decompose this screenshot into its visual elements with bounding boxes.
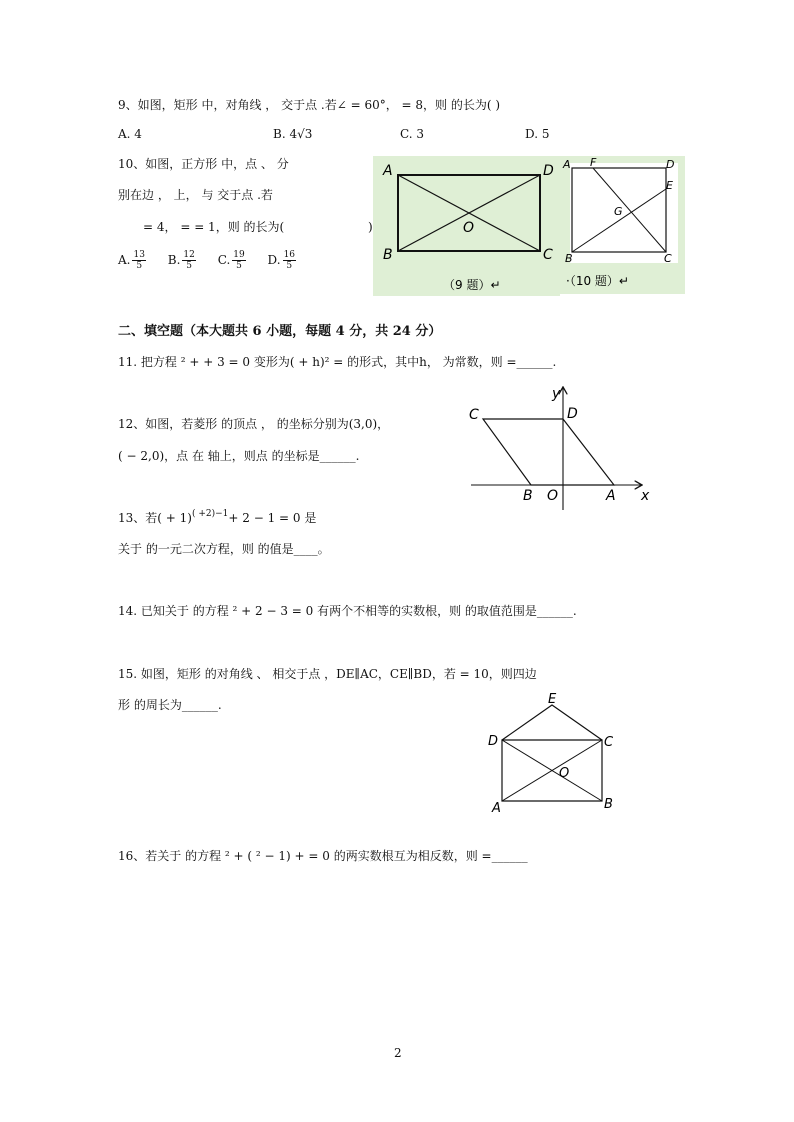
q9-option-b: B. 4√3 — [273, 127, 313, 141]
q10-option-a: A. $\frac{13}{5}$ — [118, 250, 145, 271]
fig12-label-d: D — [567, 406, 578, 422]
q10-line1: 10、如图，正方形 中，点 、 分 — [118, 157, 289, 171]
q12-line1: 12、如图，若菱形 的顶点 ， 的坐标分别为(3,0)， — [118, 417, 390, 431]
fig15-label-a: A — [492, 801, 501, 816]
q11-text: 11. 把方程 ² + + 3 = 0 变形为( + h)² = 的形式，其中h， 为常数，则 =______. — [118, 355, 557, 369]
q12-line2: ( − 2,0)，点 在 轴上，则点 的坐标是______. — [118, 449, 360, 463]
fig15-label-e: E — [548, 692, 557, 707]
fig9-label-b: B — [383, 247, 393, 263]
fig15-label-o: O — [559, 766, 570, 781]
fig10-caption: ·（10 题）↵ — [566, 274, 629, 288]
figure-12 — [466, 382, 656, 510]
fig12-label-x: x — [641, 488, 650, 504]
figure-9 — [373, 156, 560, 296]
fig9-label-c: C — [543, 247, 553, 263]
q15-line1: 15. 如图，矩形 的对角线 、 相交于点 ，DE∥AC，CE∥BD，若 = 10，则四边 — [118, 667, 537, 681]
fig10-label-g: G — [614, 205, 623, 218]
fig12-label-y: y — [552, 386, 561, 402]
q16-text: 16、若关于 的方程 ² + ( ² − 1) + = 0 的两实数根互为相反数，则 =______ — [118, 849, 528, 863]
fig10-label-f: F — [590, 156, 597, 169]
fig15-label-b: B — [604, 797, 613, 812]
fig12-label-a: A — [606, 488, 616, 504]
fig10-label-a: A — [563, 158, 571, 171]
q13-line1: 13、若( + 1)$^{( +2)-1}$+ 2 − 1 = 0 是 — [118, 509, 317, 525]
fig9-label-a: A — [383, 163, 393, 179]
fig9-label-d: D — [543, 163, 554, 179]
q10-option-b: B. $\frac{12}{5}$ — [167, 250, 195, 271]
q9-option-d: D. 5 — [525, 127, 550, 141]
q10-options — [118, 250, 298, 271]
q9-option-a: A. 4 — [118, 127, 142, 141]
q10-option-d: D. $\frac{16}{5}$ — [267, 250, 296, 271]
q9-stem: 9、如图，矩形 中，对角线 ， 交于点 .若∠ = 60°， = 8，则 的长为( ) — [118, 98, 501, 112]
q14-text: 14. 已知关于 的方程 ² + 2 − 3 = 0 有两个不相等的实数根，则 的取值范围是______. — [118, 604, 577, 618]
page-number: 2 — [394, 1046, 402, 1060]
figure-15 — [484, 688, 624, 816]
fig10-label-e: E — [666, 179, 673, 192]
q10-option-c: C. $\frac{19}{5}$ — [217, 250, 245, 271]
fig15-label-d: D — [488, 734, 499, 749]
fig10-label-d: D — [666, 158, 675, 171]
q10-paren-close: ) — [368, 220, 373, 234]
fig9-label-o: O — [463, 220, 475, 236]
q10-line2: 别在边 ， 上， 与 交于点 .若 — [118, 188, 273, 202]
fig9-caption: （9 题）↵ — [443, 278, 501, 292]
fig10-label-c: C — [664, 252, 672, 265]
fig10-label-b: B — [565, 252, 573, 265]
q10-line3: = 4， = = 1，则 的长为( — [143, 220, 285, 234]
figure-10 — [560, 156, 685, 294]
q13-line2: 关于 的一元二次方程，则 的值是____。 — [118, 542, 330, 556]
section-2-title: 二、填空题（本大题共 6 小题，每题 4 分，共 24 分） — [118, 324, 442, 339]
q9-option-c: C. 3 — [400, 127, 425, 141]
fig12-label-b: B — [523, 488, 533, 504]
q15-line2: 形 的周长为______. — [118, 698, 222, 712]
fig15-label-c: C — [604, 735, 614, 750]
q13-exponent: ( +2)−1 — [191, 509, 229, 519]
fig12-label-o: O — [547, 488, 559, 504]
fig12-label-c: C — [469, 407, 479, 423]
